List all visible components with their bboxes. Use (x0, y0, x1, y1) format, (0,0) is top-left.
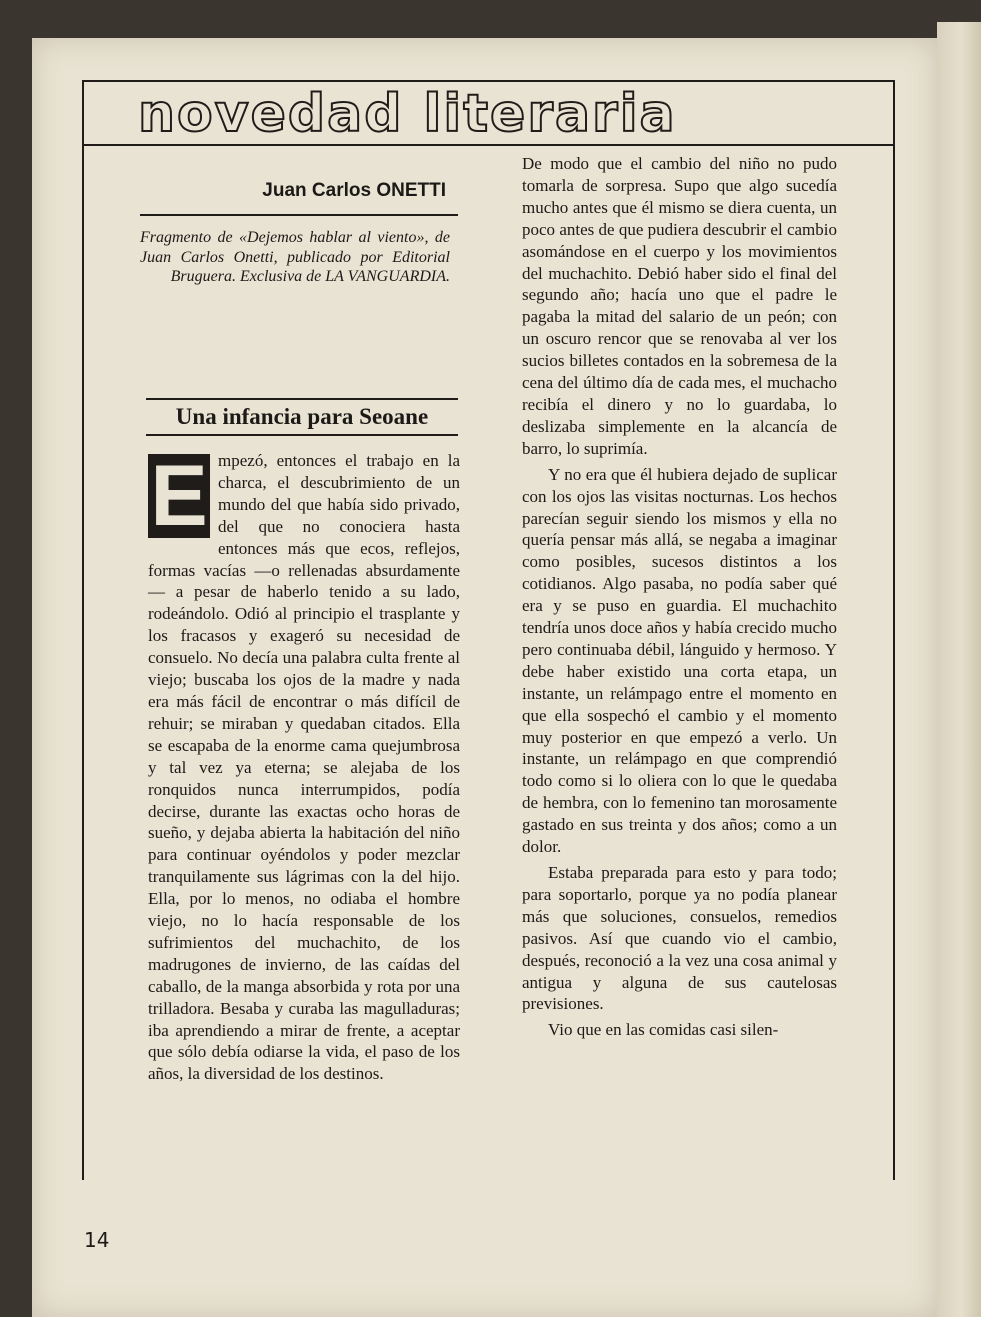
article-title: Una infancia para Seoane (175, 404, 429, 429)
article-intro: Fragmento de «Dejemos hablar al viento», de Juan Carlos Onetti, publicado por Editorial Bruguera. Exclusiva de LA VANGUARDIA. (140, 229, 450, 285)
right-paragraph-2: Y no era que él hubiera dejado de suplicar con los ojos las visitas nocturnas. Los hechos parecían seguir siendo los mismos y ella no quería pensar más allá, se negaba a imaginar como posibles, sucesos distintos a los cotidianos. Algo pasaba, no podía saber qué era y se puso en guardia. El muchachito tendría unos doce años y había crecido mucho pero continuaba débil, lánguido y hermoso. Y debe haber existido una corta etapa, un instante, un relámpago entre el momento en que ella sospechó el cambio y el momento muy posterior en que empezó a verlo. Un instante, un relámpago en que comprendió todo como si lo oliera con lo que le quedaba de hembra, con lo femenino tan morosamente gastado en sus treinta y dos años; como a un dolor. (522, 464, 837, 857)
title-rule-top (146, 398, 458, 400)
author-divider (140, 214, 458, 216)
title-rule-bottom (146, 434, 458, 436)
next-page-edge (937, 22, 981, 1317)
right-paragraph-4: Vio que en las comidas casi silen- (548, 1020, 779, 1040)
left-column (148, 450, 460, 1085)
section-title: novedad literaria (138, 84, 677, 144)
drop-cap: E (148, 454, 210, 538)
header-divider (82, 144, 893, 146)
page-number: 14 (84, 1228, 110, 1252)
right-paragraph-1: De modo que el cambio del niño no pudo tomarla de sorpresa. Supo que algo sucedía mucho antes que él mismo se diera cuenta, un poco antes de que pudiera descubrir el cambio asomándose en el cuerpo y los movimientos del muchachito. Debió haber sido el final del segundo año; hacía uno que el padre le pagaba la mitad del salario de un peón; con un oscuro rencor que se renovaba al ver los sucios billetes contados en la sobremesa de la cena del último día de cada mes, el muchacho recibía el dinero y no lo guardaba, lo deslizaba simplemente en la alcancía de barro, lo suprimía. (522, 154, 837, 458)
right-paragraph-3: Estaba preparada para esto y para todo; para soportarlo, porque ya no podía planear más que soluciones, consuelos, remedios pasivos. Así que cuando vio el cambio, después, reconoció a la vez una cosa animal y antigua y alguna de sus cautelosas previsiones. (522, 863, 837, 1014)
author-name: Juan Carlos ONETTI (262, 180, 446, 201)
left-column-text: mpezó, entonces el trabajo en la charca, el descubrimiento de un mundo del que había sido privado, del que no conociera hasta entonces más que ecos, reflejos, formas vacías —o rellenadas absurdamente— a pesar de haberlo tenido a su lado, rodeándolo. Odió al principio el trasplante y los fracasos y exageró su necesidad de consuelo. No decía una palabra culta frente al viejo; buscaba los ojos de la madre y nada era más fácil de encontrar o más difícil de rehuir; se miraban y quedaban citados. Ella se escapaba de la enorme cama quejumbrosa y tal vez ya eterna; se alejaba de los ronquidos nunca interrumpidos, podía decirse, durante las exactas ocho horas de sueño, y dejaba abierta la habitación del niño para continuar oyéndolos y poder mezclar tranquilamente sus lágrimas con la del hijo. Ella, por lo menos, no odiaba el hombre viejo, no lo hacía responsable de los sufrimientos del muchachito, de los madrugones de invierno, de las caídas del caballo, de la manga absorbida y rota por una trilladora. Besaba y curaba las magulladuras; iba aprendiendo a mirar de frente, a aceptar que sólo debía odiarse la vida, el paso de los años, la diversidad de los destinos. (148, 451, 460, 1084)
right-column (522, 153, 837, 1041)
